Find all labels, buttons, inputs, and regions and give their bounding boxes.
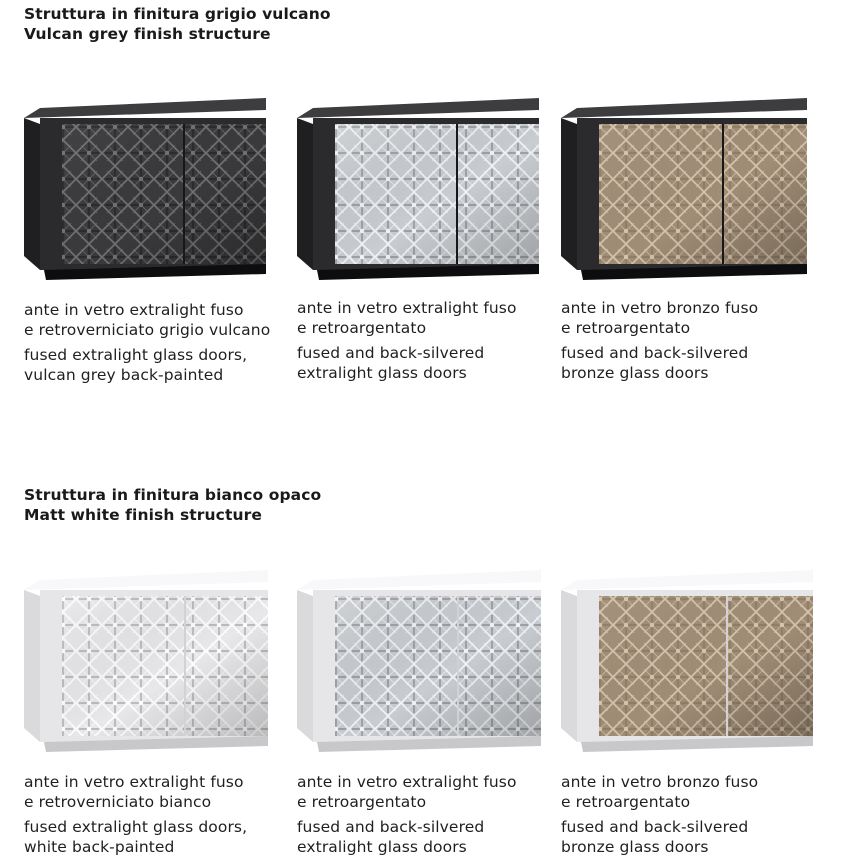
caption bbox=[24, 772, 247, 857]
caption-it-line-2: e retroargentato bbox=[297, 793, 427, 811]
section-1-title-en: Vulcan grey finish structure bbox=[24, 25, 271, 43]
sideboard-image-white-silver bbox=[297, 560, 541, 760]
sideboard-illustration bbox=[24, 560, 268, 760]
sideboard-illustration bbox=[561, 560, 813, 760]
caption-en-line-1: fused and back-silvered bbox=[561, 818, 749, 836]
caption-en-line-2: bronze glass doors bbox=[561, 364, 709, 382]
section-1-heading bbox=[24, 4, 331, 44]
caption-it-line-2: e retroverniciato bianco bbox=[24, 793, 212, 811]
caption-it-line-2: e retroargentato bbox=[561, 793, 691, 811]
caption-it-line-2: e retroargentato bbox=[561, 319, 691, 337]
caption bbox=[24, 300, 270, 385]
sideboard-illustration bbox=[297, 88, 539, 288]
caption-it-line-1: ante in vetro bronzo fuso bbox=[561, 773, 759, 791]
section-2-heading bbox=[24, 485, 321, 525]
caption-en-line-1: fused and back-silvered bbox=[297, 344, 485, 362]
sideboard-illustration bbox=[24, 88, 266, 288]
caption-en-line-2: extralight glass doors bbox=[297, 838, 467, 856]
sideboard-illustration bbox=[561, 88, 807, 288]
section-1-title-it: Struttura in finitura grigio vulcano bbox=[24, 5, 331, 23]
caption-it-line-1: ante in vetro extralight fuso bbox=[24, 301, 244, 319]
caption-it-line-1: ante in vetro extralight fuso bbox=[24, 773, 244, 791]
caption-it-line-1: ante in vetro extralight fuso bbox=[297, 773, 517, 791]
sideboard-image-vulcan-bronze bbox=[561, 88, 807, 288]
caption-it-line-1: ante in vetro bronzo fuso bbox=[561, 299, 759, 317]
caption-en-line-2: vulcan grey back-painted bbox=[24, 366, 224, 384]
caption bbox=[561, 772, 758, 857]
section-2-title-en: Matt white finish structure bbox=[24, 506, 262, 524]
caption bbox=[297, 298, 517, 383]
caption-en-line-1: fused and back-silvered bbox=[561, 344, 749, 362]
caption-en-line-1: fused extralight glass doors, bbox=[24, 818, 248, 836]
sideboard-image-vulcan-silver bbox=[297, 88, 539, 288]
caption-en-line-1: fused extralight glass doors, bbox=[24, 346, 248, 364]
caption-en-line-2: white back-painted bbox=[24, 838, 175, 856]
sideboard-illustration bbox=[297, 560, 541, 760]
caption-it-line-1: ante in vetro extralight fuso bbox=[297, 299, 517, 317]
caption-en-line-2: extralight glass doors bbox=[297, 364, 467, 382]
caption bbox=[297, 772, 517, 857]
caption-it-line-2: e retroargentato bbox=[297, 319, 427, 337]
caption-en-line-1: fused and back-silvered bbox=[297, 818, 485, 836]
sideboard-image-vulcan-vulcan bbox=[24, 88, 266, 288]
sideboard-image-white-bronze bbox=[561, 560, 813, 760]
section-2-title-it: Struttura in finitura bianco opaco bbox=[24, 486, 322, 504]
sideboard-image-white-white bbox=[24, 560, 268, 760]
caption-en-line-2: bronze glass doors bbox=[561, 838, 709, 856]
caption-it-line-2: e retroverniciato grigio vulcano bbox=[24, 321, 271, 339]
caption bbox=[561, 298, 758, 383]
